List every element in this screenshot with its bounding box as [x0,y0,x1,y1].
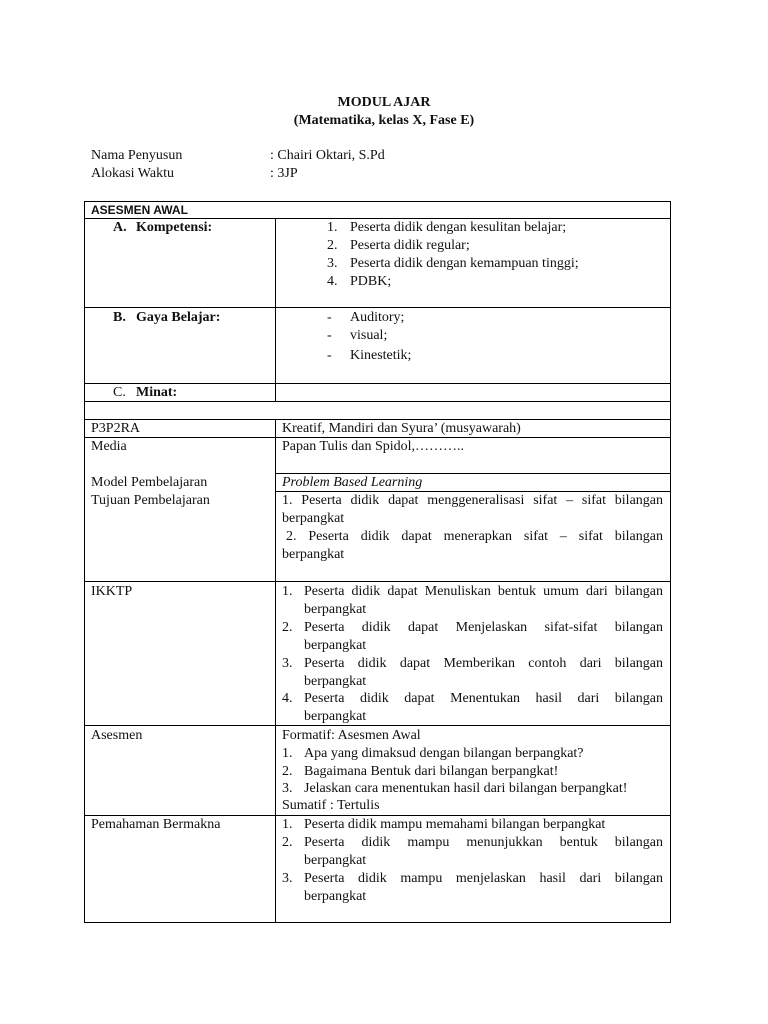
kompetensi-marker: A. [113,220,127,235]
row-divider [84,725,671,726]
document-subtitle: (Matematika, kelas X, Fase E) [293,113,475,128]
list-dash: - [327,310,332,325]
tujuan-line: berpangkat [282,547,345,562]
column-divider [275,218,276,401]
list-number: 4. [282,691,293,706]
list-number: 3. [282,781,293,796]
gaya-belajar-marker: B. [113,310,126,325]
gaya-belajar-item: Auditory; [350,310,405,325]
kompetensi-label: Kompetensi: [136,220,213,235]
minat-marker: C. [113,385,126,400]
ikktp-item: berpangkat [304,638,367,653]
penyusun-label: Nama Penyusun [91,148,183,163]
pemahaman-item: berpangkat [304,889,367,904]
asesmen-awal-heading: ASESMEN AWAL [91,203,188,217]
list-number: 1. [282,584,293,599]
ikktp-label: IKKTP [91,584,133,599]
tujuan-line: 1. Peserta didik dapat menggeneralisasi sifat – sifat bilangan [282,493,663,508]
kompetensi-item: Peserta didik regular; [350,238,470,253]
p3p2ra-label: P3P2RA [91,421,141,436]
document-title: MODUL AJAR [337,95,431,110]
list-number: 2. [282,835,293,850]
penyusun-value: : Chairi Oktari, S.Pd [270,148,385,163]
list-number: 3. [327,256,338,271]
pemahaman-label: Pemahaman Bermakna [91,817,221,832]
ikktp-item: Peserta didik dapat Menjelaskan sifat-sifat bilangan [304,620,663,635]
list-dash: - [327,328,332,343]
ikktp-item: Peserta didik dapat Memberikan contoh dari bilangan [304,656,663,671]
kompetensi-item: Peserta didik dengan kemampuan tinggi; [350,256,579,271]
list-number: 2. [282,620,293,635]
media-label: Media [91,439,127,454]
alokasi-label: Alokasi Waktu [91,166,174,181]
pemahaman-item: Peserta didik mampu menjelaskan hasil dari bilangan [304,871,663,886]
gaya-belajar-item: Kinestetik; [350,348,412,363]
list-number: 1. [327,220,338,235]
list-number: 1. [282,817,293,832]
ikktp-item: Peserta didik dapat Menuliskan bentuk umum dari bilangan [304,584,663,599]
gaya-belajar-item: visual; [350,328,388,343]
list-number: 4. [327,274,338,289]
list-dash: - [327,348,332,363]
asesmen-question: Bagaimana Bentuk dari bilangan berpangkat! [304,764,559,779]
media-value: Papan Tulis dan Spidol,……….. [282,439,465,454]
asesmen-formatif: Formatif: Asesmen Awal [282,728,421,743]
model-value: Problem Based Learning [282,475,423,490]
asesmen-question: Apa yang dimaksud dengan bilangan berpangkat? [304,746,584,761]
model-label: Model Pembelajaran [91,475,208,490]
tujuan-line: 2. Peserta didik dapat menerapkan sifat – sifat bilangan [286,529,663,544]
ikktp-item: Peserta didik dapat Menentukan hasil dari bilangan [304,691,663,706]
ikktp-item: berpangkat [304,674,367,689]
list-number: 2. [327,238,338,253]
pemahaman-item: berpangkat [304,853,367,868]
asesmen-label: Asesmen [91,728,143,743]
kompetensi-item: PDBK; [350,274,392,289]
pemahaman-item: Peserta didik mampu memahami bilangan berpangkat [304,817,606,832]
ikktp-item: berpangkat [304,602,367,617]
alokasi-value: : 3JP [270,166,298,181]
row-divider [84,581,671,582]
row-divider [84,307,671,308]
list-number: 3. [282,656,293,671]
tujuan-line: berpangkat [282,511,345,526]
asesmen-sumatif: Sumatif : Tertulis [282,798,380,813]
list-number: 3. [282,871,293,886]
pemahaman-item: Peserta didik mampu menunjukkan bentuk bilangan [304,835,663,850]
list-number: 2. [282,764,293,779]
column-divider [275,419,276,923]
list-number: 1. [282,746,293,761]
p3p2ra-value: Kreatif, Mandiri dan Syura’ (musyawarah) [282,421,521,436]
gaya-belajar-label: Gaya Belajar: [136,310,221,325]
minat-label: Minat: [136,385,178,400]
kompetensi-item: Peserta didik dengan kesulitan belajar; [350,220,567,235]
tujuan-label: Tujuan Pembelajaran [91,493,210,508]
asesmen-question: Jelaskan cara menentukan hasil dari bilangan berpangkat! [304,781,628,796]
ikktp-item: berpangkat [304,709,367,724]
